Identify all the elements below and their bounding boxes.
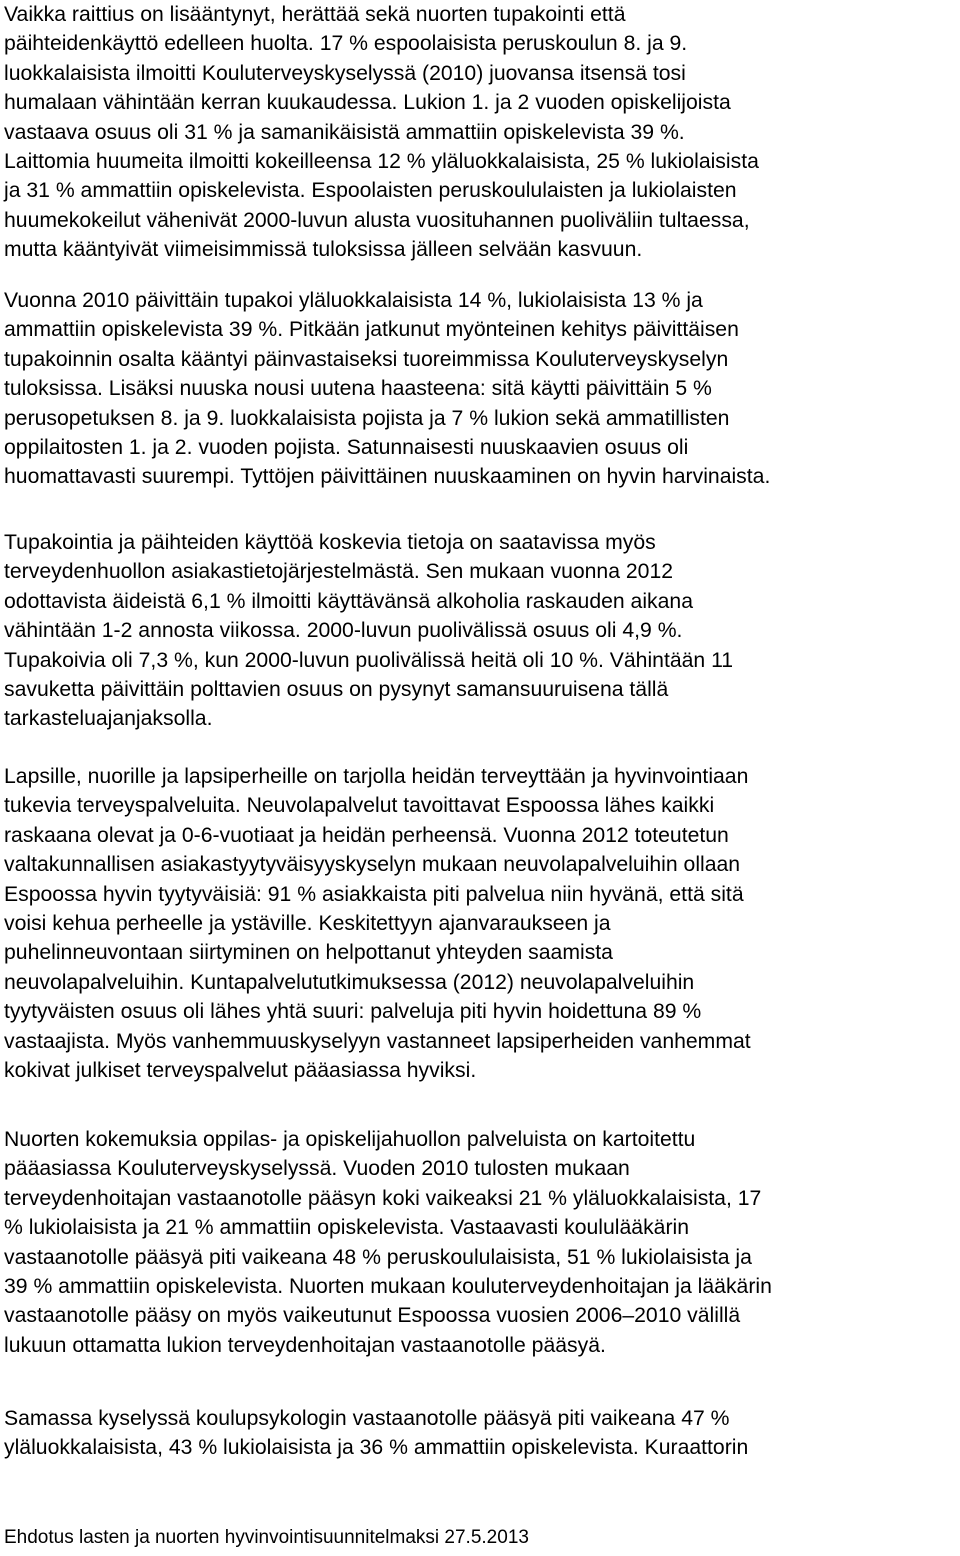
document-page — [4, 0, 956, 1556]
paragraph-maternal-substance-use: Tupakointia ja päihteiden käyttöä koskevia tietoja on saatavissa myös terveydenhuollon asiakastietojärjestelmästä. Sen mukaan vuonna 2012 odottavista äideistä 6,1 % ilmoitti käyttävänsä alkoholia raskauden aikana vähintään 1-2 annosta viikossa. 2000-luvun puolivälissä osuus oli 4,9 %. Tupakoivia oli 7,3 %, kun 2000-luvun puolivälissä heitä oli 10 %. Vähintään 11 savuketta päivittäin polttavien osuus on pysynyt samansuuruisena tällä tarkasteluajanjaksolla. — [4, 531, 734, 731]
paragraph-psychologist-access: Samassa kyselyssä koulupsykologin vastaanotolle pääsyä piti vaikeana 47 % yläluokkalaisista, 43 % lukiolaisista ja 36 % ammattiin opiskelevista. Kuraattorin — [4, 1407, 749, 1460]
paragraph-student-health-services: Nuorten kokemuksia oppilas- ja opiskelijahuollon palveluista on kartoitettu pääasiassa Kouluterveyskyselyssä. Vuoden 2010 tulosten mukaan terveydenhoitajan vastaanotolle pääsyn koki vaikeaksi 21 % yläluokkalaisista, 17 % lukiolaisista ja 21 % ammattiin opiskelevista. Vastaavasti koululääkärin vastaanotolle pääsyä piti vaikeana 48 % peruskoululaisista, 51 % lukiolaisista ja 39 % ammattiin opiskelevista. Nuorten mukaan kouluterveydenhoitajan ja lääkärin vastaanotolle pääsy on myös vaikeutunut Espoossa vuosien 2006–2010 välillä lukuun ottamatta lukion terveydenhoitajan vastaanotolle pääsyä. — [4, 1128, 772, 1357]
page-footer: Ehdotus lasten ja nuorten hyvinvointisuunnitelmaksi 27.5.2013 — [4, 1527, 529, 1548]
paragraph-substance-use: Vaikka raittius on lisääntynyt, herättää sekä nuorten tupakointi että päihteidenkäyttö edelleen huolta. 17 % espoolaisista peruskoulun 8. ja 9. luokkalaisista ilmoitti Kouluterveyskyselyssä (2010) juovansa itsensä tosi humalaan vähintään kerran kuukaudessa. Lukion 1. ja 2 vuoden opiskelijoista vastaava osuus oli 31 % ja samanikäisistä ammattiin opiskelevista 39 %. Laittomia huumeita ilmoitti kokeilleensa 12 % yläluokkalaisista, 25 % lukiolaisista ja 31 % ammattiin opiskelevista. Espoolaisten peruskoululaisten ja lukiolaisten huumekokeilut vähenivät 2000-luvun alusta vuosituhannen puoliväliin tultaessa, mutta kääntyivät viimeisimmissä tuloksissa jälleen selvään kasvuun. — [4, 3, 759, 262]
paragraph-smoking-snus: Vuonna 2010 päivittäin tupakoi yläluokkalaisista 14 %, lukiolaisista 13 % ja ammattiin opiskelevista 39 %. Pitkään jatkunut myönteinen kehitys päivittäisen tupakoinnin osalta kääntyi päinvastaiseksi tuoreimmissa Kouluterveyskyselyn tuloksissa. Lisäksi nuuska nousi uutena haasteena: sitä käytti päivittäin 5 % perusopetuksen 8. ja 9. luokkalaisista pojista ja 7 % lukion sekä ammatillisten oppilaitosten 1. ja 2. vuoden pojista. Satunnaisesti nuuskaavien osuus oli huomattavasti suurempi. Tyttöjen päivittäinen nuuskaaminen on hyvin harvinaista. — [4, 289, 771, 489]
paragraph-child-health-services: Lapsille, nuorille ja lapsiperheille on tarjolla heidän terveyttään ja hyvinvointiaan tukevia terveyspalveluita. Neuvolapalvelut tavoittavat Espoossa lähes kaikki raskaana olevat ja 0-6-vuotiaat ja heidän perheensä. Vuonna 2012 toteutetun valtakunnallisen asiakastyytyväisyyskyselyn mukaan neuvolapalveluihin ollaan Espoossa hyvin tyytyväisiä: 91 % asiakkaista piti palvelua niin hyvänä, että sitä voisi kehua perheelle ja ystäville. Keskitettyyn ajanvaraukseen ja puhelinneuvontaan siirtyminen on helpottanut yhteyden saamista neuvolapalveluihin. Kuntapalvelututkimuksessa (2012) neuvolapalveluihin tyytyväisten osuus oli lähes yhtä suuri: palveluja piti hyvin hoidettuna 89 % vastaajista. Myös vanhemmuuskyselyyn vastanneet lapsiperheiden vanhemmat kokivat julkiset terveyspalvelut pääasiassa hyviksi. — [4, 765, 751, 1083]
